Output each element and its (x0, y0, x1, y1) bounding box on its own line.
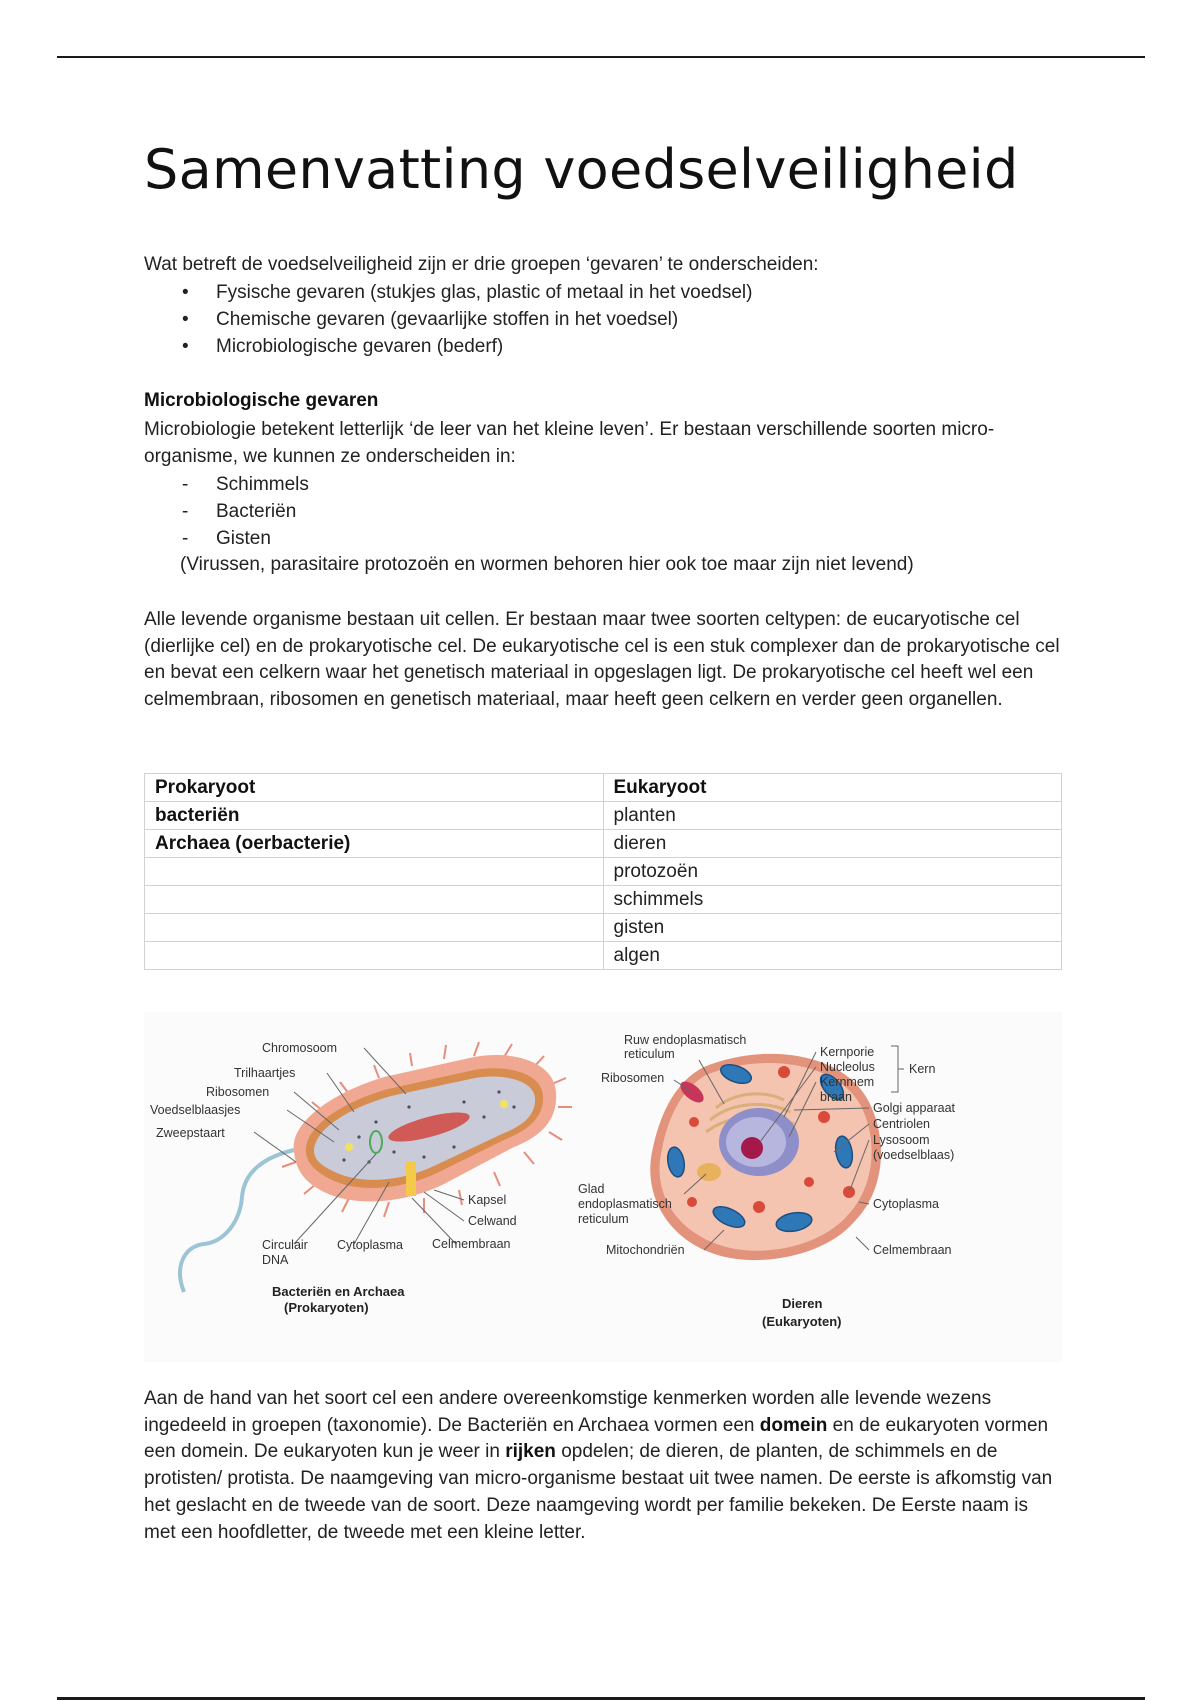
label-euk-cytoplasm: Cytoplasma (873, 1197, 939, 1211)
label-ribosomes: Ribosomen (206, 1085, 270, 1099)
label-cell-membrane: Celmembraan (432, 1237, 511, 1251)
caption-eukaryote: Dieren (782, 1296, 823, 1311)
label-euk-cell-membrane: Celmembraan (873, 1243, 952, 1257)
label-euk-ribosomes: Ribosomen (601, 1071, 665, 1085)
hazard-list (144, 279, 752, 360)
list-item: - Schimmels (182, 474, 309, 495)
label-lysosome: Lysosoom (873, 1133, 930, 1147)
table-header-row (145, 774, 1062, 802)
list-item: - Gisten (182, 528, 271, 549)
table-cell (145, 914, 604, 942)
table-cell: Archaea (oerbacterie) (145, 830, 604, 858)
label-nucleus: Kern (909, 1062, 936, 1076)
label-nuclear-membrane: Kernmem (820, 1075, 875, 1089)
label-smooth-er-3: reticulum (578, 1212, 629, 1226)
label-circular-dna-2: DNA (262, 1253, 289, 1267)
table-header: Eukaryoot (603, 774, 1062, 802)
label-smooth-er: Glad (578, 1182, 605, 1196)
section-heading: Microbiologische gevaren (144, 390, 379, 411)
table-cell (145, 886, 604, 914)
taxonomy-text: Aan de hand van het soort cel een andere overeenkomstige kenmerken worden alle levende wezens ingedeeld in groepen (taxonomie). De Bacteriën en Archaea vormen een domein en de eukaryoten vormen een domein. De eukaryoten kun je weer in rijken opdelen; de dieren, de planten, de schimmels en de protisten/ protista. De naamgeving van micro-organisme bestaat uit twee namen. De eerste is afkomstig van het geslacht en de tweede van de soort. Deze naamgeving wordt per familie bekeken. De Eerste naam is met een hoofdletter, de tweede met een kleine letter. (144, 1388, 1053, 1543)
micro-note: (Virussen, parasitaire protozoën en wormen behoren hier ook toe maar zijn niet levend) (180, 554, 914, 575)
eukaryote-illustration (578, 1033, 956, 1329)
list-item: • Fysische gevaren (stukjes glas, plastic of metaal in het voedsel) (182, 282, 753, 303)
label-smooth-er-2: endoplasmatisch (578, 1197, 672, 1211)
label-chromosome: Chromosoom (262, 1041, 338, 1055)
table-cell: planten (603, 802, 1062, 830)
cell-diagram-figure (144, 1012, 1062, 1362)
label-nucleolus: Nucleolus (820, 1060, 875, 1074)
table-cell: protozoën (603, 858, 1062, 886)
table-cell: dieren (603, 830, 1062, 858)
micro-type-list (144, 471, 309, 552)
label-lysosome-2: (voedselblaas) (873, 1148, 955, 1162)
prokaryote-illustration (150, 1041, 572, 1315)
nucleolus-shape (741, 1137, 763, 1159)
list-item: • Microbiologische gevaren (bederf) (182, 336, 504, 357)
label-vacuoles: Voedselblaasjes (150, 1103, 241, 1117)
label-cytoplasm: Cytoplasma (337, 1238, 403, 1252)
table-row (145, 830, 1062, 858)
label-rough-er-2: reticulum (624, 1047, 675, 1061)
table-cell: gisten (603, 914, 1062, 942)
page-title: Samenvatting voedselveiligheid (144, 138, 1019, 201)
label-mitochondria: Mitochondriën (606, 1243, 685, 1257)
caption-prokaryote-2: (Prokaryoten) (284, 1300, 369, 1315)
table-cell (145, 858, 604, 886)
cells-text: Alle levende organisme bestaan uit cellen. Er bestaan maar twee soorten celtypen: de eucaryotische cel (dierlijke cel) en de prokaryotische cel. De eukaryotische cel is een stuk complexer dan de prokaryotische cel en bevat een celkern waar het genetisch materiaal in opgeslagen ligt. De prokaryotische cel heeft wel een celmembraan, ribosomen en genetisch materiaal, maar heeft geen celkern en verder geen organellen. (144, 609, 1060, 711)
table-row (145, 886, 1062, 914)
label-centrioles: Centriolen (873, 1117, 930, 1131)
label-nuclear-membrane-2: braan (820, 1090, 852, 1104)
label-cell-wall: Celwand (468, 1214, 517, 1228)
caption-prokaryote: Bacteriën en Archaea (272, 1284, 405, 1299)
intro-text: Wat betreft de voedselveiligheid zijn er drie groepen ‘gevaren’ te onderscheiden: (144, 254, 819, 275)
term-rijken: rijken (505, 1441, 556, 1463)
micro-text: Microbiologie betekent letterlijk ‘de leer van het kleine leven’. Er bestaan verschillende soorten micro-organisme, we kunnen ze onderscheiden in: (144, 419, 995, 467)
table-row (145, 858, 1062, 886)
table-row (145, 942, 1062, 970)
term-domein: domein (759, 1414, 828, 1436)
table-cell: algen (603, 942, 1062, 970)
label-pili: Trilhaartjes (234, 1066, 296, 1080)
table-header: Prokaryoot (145, 774, 604, 802)
cell-diagram (144, 1012, 1062, 1362)
table-cell (145, 942, 604, 970)
cell-type-table (144, 773, 1062, 970)
list-item: - Bacteriën (182, 501, 297, 522)
table-row (145, 914, 1062, 942)
table-cell: bacteriën (145, 802, 604, 830)
list-item: • Chemische gevaren (gevaarlijke stoffen in het voedsel) (182, 309, 679, 330)
label-nuclear-pore: Kernporie (820, 1045, 875, 1059)
table-cell: schimmels (603, 886, 1062, 914)
table-row (145, 802, 1062, 830)
label-flagellum: Zweepstaart (156, 1126, 225, 1140)
label-rough-er: Ruw endoplasmatisch (624, 1033, 747, 1047)
flagellum-shape (180, 1150, 294, 1292)
label-capsule: Kapsel (468, 1193, 507, 1207)
caption-eukaryote-2: (Eukaryoten) (762, 1314, 842, 1329)
top-rule (57, 56, 1145, 58)
label-golgi: Golgi apparaat (873, 1101, 956, 1115)
label-circular-dna: Circulair (262, 1238, 308, 1252)
